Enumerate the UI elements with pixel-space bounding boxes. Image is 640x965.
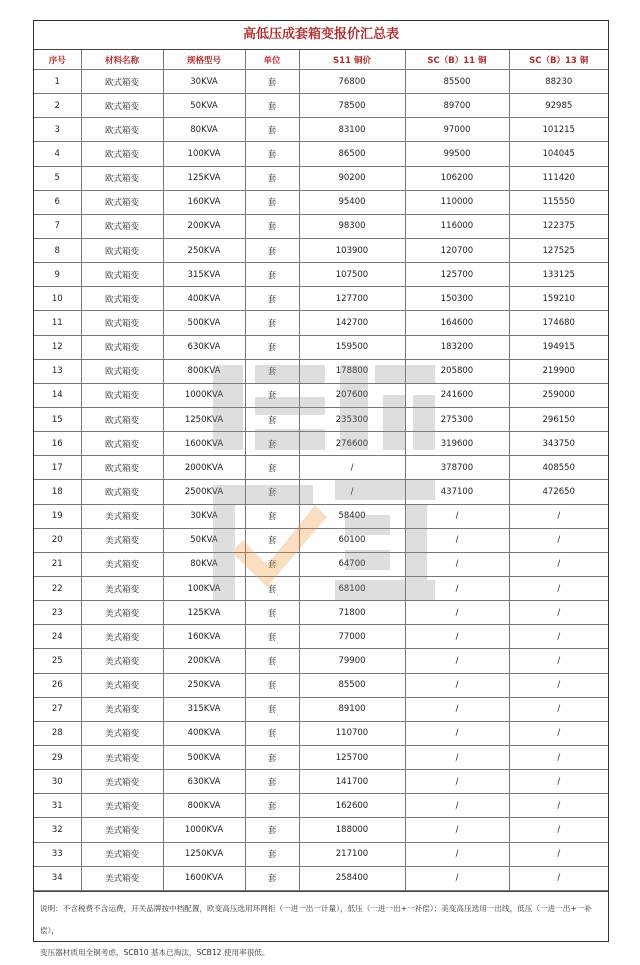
- cell-scb13-price: /: [509, 504, 608, 528]
- cell-unit: 套: [245, 866, 299, 890]
- cell-scb13-price: 133125: [509, 263, 608, 287]
- cell-scb11-price: 275300: [405, 407, 509, 431]
- table-row: [34, 625, 608, 649]
- table-row: [34, 383, 608, 407]
- table-row: [34, 842, 608, 866]
- cell-scb13-price: 259000: [509, 383, 608, 407]
- cell-scb11-price: 125700: [405, 263, 509, 287]
- cell-scb11-price: 437100: [405, 480, 509, 504]
- cell-scb11-price: 205800: [405, 359, 509, 383]
- cell-spec: 80KVA: [163, 118, 245, 142]
- cell-unit: 套: [245, 601, 299, 625]
- cell-s11-price: /: [299, 480, 405, 504]
- cell-s11-price: 64700: [299, 552, 405, 576]
- cell-index: 28: [34, 721, 81, 745]
- cell-spec: 160KVA: [163, 190, 245, 214]
- table-row: [34, 721, 608, 745]
- cell-index: 14: [34, 383, 81, 407]
- cell-index: 25: [34, 649, 81, 673]
- cell-scb11-price: /: [405, 673, 509, 697]
- cell-unit: 套: [245, 311, 299, 335]
- cell-scb11-price: /: [405, 649, 509, 673]
- cell-scb11-price: /: [405, 576, 509, 600]
- cell-index: 20: [34, 528, 81, 552]
- price-table: [34, 50, 608, 891]
- cell-material: 美式箱变: [81, 649, 163, 673]
- cell-spec: 1600KVA: [163, 866, 245, 890]
- cell-scb13-price: 88230: [509, 70, 608, 94]
- cell-scb13-price: /: [509, 649, 608, 673]
- cell-index: 21: [34, 552, 81, 576]
- cell-s11-price: 125700: [299, 745, 405, 769]
- cell-spec: 250KVA: [163, 238, 245, 262]
- cell-material: 美式箱变: [81, 770, 163, 794]
- cell-s11-price: 217100: [299, 842, 405, 866]
- table-row: [34, 866, 608, 890]
- table-row: [34, 673, 608, 697]
- table-row: [34, 335, 608, 359]
- cell-s11-price: 86500: [299, 142, 405, 166]
- cell-s11-price: 98300: [299, 214, 405, 238]
- cell-index: 4: [34, 142, 81, 166]
- cell-scb11-price: 183200: [405, 335, 509, 359]
- table-row: [34, 263, 608, 287]
- cell-index: 31: [34, 794, 81, 818]
- cell-s11-price: 76800: [299, 70, 405, 94]
- cell-scb13-price: /: [509, 794, 608, 818]
- cell-material: 欧式箱变: [81, 335, 163, 359]
- cell-scb11-price: 120700: [405, 238, 509, 262]
- cell-scb13-price: 343750: [509, 432, 608, 456]
- cell-scb11-price: /: [405, 601, 509, 625]
- cell-spec: 30KVA: [163, 504, 245, 528]
- cell-scb13-price: 115550: [509, 190, 608, 214]
- cell-material: 欧式箱变: [81, 407, 163, 431]
- cell-spec: 500KVA: [163, 745, 245, 769]
- cell-spec: 160KVA: [163, 625, 245, 649]
- table-row: [34, 770, 608, 794]
- table-row: [34, 432, 608, 456]
- cell-spec: 125KVA: [163, 601, 245, 625]
- price-table-sheet: [33, 20, 609, 957]
- cell-index: 24: [34, 625, 81, 649]
- col-header-spec: 规格型号: [163, 50, 245, 70]
- cell-scb13-price: /: [509, 818, 608, 842]
- footnote: [34, 891, 608, 964]
- cell-index: 17: [34, 456, 81, 480]
- cell-scb13-price: 92985: [509, 94, 608, 118]
- cell-unit: 套: [245, 625, 299, 649]
- cell-spec: 200KVA: [163, 649, 245, 673]
- cell-unit: 套: [245, 794, 299, 818]
- table-row: [34, 576, 608, 600]
- cell-index: 6: [34, 190, 81, 214]
- cell-spec: 630KVA: [163, 335, 245, 359]
- cell-unit: 套: [245, 335, 299, 359]
- table-row: [34, 214, 608, 238]
- cell-scb11-price: /: [405, 770, 509, 794]
- cell-material: 美式箱变: [81, 721, 163, 745]
- cell-scb13-price: 472650: [509, 480, 608, 504]
- cell-material: 美式箱变: [81, 504, 163, 528]
- cell-scb11-price: /: [405, 745, 509, 769]
- cell-s11-price: 141700: [299, 770, 405, 794]
- cell-scb11-price: /: [405, 625, 509, 649]
- cell-spec: 1000KVA: [163, 383, 245, 407]
- cell-material: 美式箱变: [81, 794, 163, 818]
- col-header-material: 材料名称: [81, 50, 163, 70]
- cell-material: 美式箱变: [81, 601, 163, 625]
- table-row: [34, 238, 608, 262]
- cell-unit: 套: [245, 94, 299, 118]
- table-row: [34, 359, 608, 383]
- cell-spec: 200KVA: [163, 214, 245, 238]
- cell-unit: 套: [245, 383, 299, 407]
- table-row: [34, 70, 608, 94]
- cell-unit: 套: [245, 359, 299, 383]
- cell-material: 美式箱变: [81, 528, 163, 552]
- cell-s11-price: 83100: [299, 118, 405, 142]
- cell-spec: 315KVA: [163, 697, 245, 721]
- cell-scb13-price: /: [509, 745, 608, 769]
- cell-scb13-price: 122375: [509, 214, 608, 238]
- cell-unit: 套: [245, 166, 299, 190]
- cell-scb11-price: /: [405, 721, 509, 745]
- cell-scb13-price: /: [509, 721, 608, 745]
- cell-unit: 套: [245, 818, 299, 842]
- cell-s11-price: 127700: [299, 287, 405, 311]
- cell-scb13-price: /: [509, 673, 608, 697]
- cell-index: 11: [34, 311, 81, 335]
- table-row: [34, 142, 608, 166]
- footnote-line-1: 说明：不含税费不含运费，开关品牌按中档配置，欧变高压选用环网柜（一进一出一计量），低压（一进一出+一补偿）；美变高压选用一出线，低压（一进一出+一补偿），: [40, 903, 592, 935]
- cell-spec: 50KVA: [163, 528, 245, 552]
- cell-index: 16: [34, 432, 81, 456]
- cell-index: 30: [34, 770, 81, 794]
- cell-index: 9: [34, 263, 81, 287]
- cell-index: 33: [34, 842, 81, 866]
- cell-index: 15: [34, 407, 81, 431]
- cell-unit: 套: [245, 552, 299, 576]
- cell-scb11-price: 241600: [405, 383, 509, 407]
- cell-spec: 100KVA: [163, 576, 245, 600]
- cell-material: 欧式箱变: [81, 359, 163, 383]
- cell-index: 13: [34, 359, 81, 383]
- cell-scb11-price: /: [405, 697, 509, 721]
- cell-scb11-price: /: [405, 866, 509, 890]
- cell-spec: 1000KVA: [163, 818, 245, 842]
- cell-index: 1: [34, 70, 81, 94]
- cell-index: 10: [34, 287, 81, 311]
- cell-index: 26: [34, 673, 81, 697]
- cell-index: 22: [34, 576, 81, 600]
- cell-spec: 80KVA: [163, 552, 245, 576]
- table-row: [34, 287, 608, 311]
- cell-material: 美式箱变: [81, 866, 163, 890]
- cell-unit: 套: [245, 70, 299, 94]
- cell-material: 欧式箱变: [81, 287, 163, 311]
- cell-scb11-price: 97000: [405, 118, 509, 142]
- cell-material: 欧式箱变: [81, 480, 163, 504]
- cell-spec: 500KVA: [163, 311, 245, 335]
- page-title: 高低压成套箱变报价汇总表: [34, 21, 608, 50]
- cell-index: 29: [34, 745, 81, 769]
- cell-s11-price: 258400: [299, 866, 405, 890]
- cell-spec: 2500KVA: [163, 480, 245, 504]
- cell-material: 欧式箱变: [81, 94, 163, 118]
- cell-unit: 套: [245, 842, 299, 866]
- cell-scb11-price: /: [405, 794, 509, 818]
- cell-s11-price: 103900: [299, 238, 405, 262]
- cell-unit: 套: [245, 721, 299, 745]
- cell-material: 美式箱变: [81, 842, 163, 866]
- table-row: [34, 528, 608, 552]
- cell-scb11-price: /: [405, 552, 509, 576]
- cell-s11-price: 142700: [299, 311, 405, 335]
- cell-s11-price: 79900: [299, 649, 405, 673]
- cell-scb13-price: /: [509, 528, 608, 552]
- cell-scb11-price: /: [405, 504, 509, 528]
- cell-scb11-price: 319600: [405, 432, 509, 456]
- cell-material: 欧式箱变: [81, 118, 163, 142]
- cell-index: 12: [34, 335, 81, 359]
- table-header-row: [34, 50, 608, 70]
- cell-s11-price: 71800: [299, 601, 405, 625]
- cell-scb13-price: /: [509, 866, 608, 890]
- cell-spec: 400KVA: [163, 721, 245, 745]
- cell-unit: 套: [245, 770, 299, 794]
- cell-s11-price: 188000: [299, 818, 405, 842]
- cell-unit: 套: [245, 480, 299, 504]
- cell-spec: 100KVA: [163, 142, 245, 166]
- table-row: [34, 794, 608, 818]
- cell-material: 欧式箱变: [81, 190, 163, 214]
- cell-unit: 套: [245, 142, 299, 166]
- cell-scb11-price: 110000: [405, 190, 509, 214]
- cell-index: 32: [34, 818, 81, 842]
- cell-index: 23: [34, 601, 81, 625]
- cell-material: 欧式箱变: [81, 142, 163, 166]
- cell-spec: 30KVA: [163, 70, 245, 94]
- cell-scb11-price: /: [405, 528, 509, 552]
- cell-scb11-price: 106200: [405, 166, 509, 190]
- cell-index: 18: [34, 480, 81, 504]
- cell-index: 19: [34, 504, 81, 528]
- cell-scb11-price: 89700: [405, 94, 509, 118]
- cell-scb13-price: 219900: [509, 359, 608, 383]
- cell-unit: 套: [245, 528, 299, 552]
- cell-index: 3: [34, 118, 81, 142]
- cell-scb13-price: 159210: [509, 287, 608, 311]
- cell-s11-price: 77000: [299, 625, 405, 649]
- cell-scb11-price: 99500: [405, 142, 509, 166]
- cell-scb13-price: 127525: [509, 238, 608, 262]
- cell-spec: 1600KVA: [163, 432, 245, 456]
- cell-s11-price: 235300: [299, 407, 405, 431]
- cell-material: 美式箱变: [81, 745, 163, 769]
- cell-material: 欧式箱变: [81, 70, 163, 94]
- table-row: [34, 745, 608, 769]
- cell-scb13-price: /: [509, 697, 608, 721]
- table-row: [34, 190, 608, 214]
- cell-unit: 套: [245, 287, 299, 311]
- cell-scb11-price: 85500: [405, 70, 509, 94]
- cell-material: 欧式箱变: [81, 383, 163, 407]
- cell-scb13-price: /: [509, 842, 608, 866]
- table-row: [34, 311, 608, 335]
- cell-unit: 套: [245, 504, 299, 528]
- cell-s11-price: 110700: [299, 721, 405, 745]
- cell-material: 美式箱变: [81, 552, 163, 576]
- cell-scb11-price: 116000: [405, 214, 509, 238]
- table-row: [34, 407, 608, 431]
- cell-scb11-price: 150300: [405, 287, 509, 311]
- cell-spec: 1250KVA: [163, 842, 245, 866]
- cell-s11-price: 60100: [299, 528, 405, 552]
- cell-spec: 2000KVA: [163, 456, 245, 480]
- table-row: [34, 601, 608, 625]
- cell-scb13-price: 194915: [509, 335, 608, 359]
- cell-unit: 套: [245, 697, 299, 721]
- cell-spec: 800KVA: [163, 359, 245, 383]
- cell-s11-price: 276600: [299, 432, 405, 456]
- cell-material: 美式箱变: [81, 576, 163, 600]
- col-header-scb13: SC（B）13 铜: [509, 50, 608, 70]
- cell-scb13-price: 101215: [509, 118, 608, 142]
- table-row: [34, 697, 608, 721]
- col-header-unit: 单位: [245, 50, 299, 70]
- table-row: [34, 94, 608, 118]
- cell-unit: 套: [245, 456, 299, 480]
- cell-unit: 套: [245, 576, 299, 600]
- table-row: [34, 818, 608, 842]
- cell-spec: 50KVA: [163, 94, 245, 118]
- cell-s11-price: 85500: [299, 673, 405, 697]
- cell-index: 27: [34, 697, 81, 721]
- cell-s11-price: 89100: [299, 697, 405, 721]
- cell-unit: 套: [245, 649, 299, 673]
- cell-s11-price: 95400: [299, 190, 405, 214]
- cell-s11-price: 78500: [299, 94, 405, 118]
- table-row: [34, 118, 608, 142]
- cell-scb13-price: 174680: [509, 311, 608, 335]
- cell-unit: 套: [245, 190, 299, 214]
- col-header-scb11: SC（B）11 铜: [405, 50, 509, 70]
- cell-spec: 800KVA: [163, 794, 245, 818]
- cell-index: 8: [34, 238, 81, 262]
- cell-spec: 125KVA: [163, 166, 245, 190]
- footnote-line-2: 变压器材质用全铜考虑，SCB10 基本已淘汰，SCB12 使用率很低。: [40, 947, 270, 957]
- cell-material: 美式箱变: [81, 818, 163, 842]
- cell-s11-price: /: [299, 456, 405, 480]
- table-row: [34, 504, 608, 528]
- cell-material: 欧式箱变: [81, 311, 163, 335]
- cell-unit: 套: [245, 745, 299, 769]
- cell-scb11-price: /: [405, 818, 509, 842]
- cell-scb13-price: /: [509, 770, 608, 794]
- cell-index: 7: [34, 214, 81, 238]
- cell-spec: 315KVA: [163, 263, 245, 287]
- cell-material: 欧式箱变: [81, 263, 163, 287]
- cell-s11-price: 178800: [299, 359, 405, 383]
- cell-scb13-price: /: [509, 625, 608, 649]
- cell-scb13-price: 296150: [509, 407, 608, 431]
- cell-unit: 套: [245, 214, 299, 238]
- cell-spec: 1250KVA: [163, 407, 245, 431]
- cell-spec: 250KVA: [163, 673, 245, 697]
- table-row: [34, 649, 608, 673]
- cell-unit: 套: [245, 407, 299, 431]
- table-row: [34, 480, 608, 504]
- cell-scb11-price: /: [405, 842, 509, 866]
- cell-material: 美式箱变: [81, 697, 163, 721]
- table-row: [34, 456, 608, 480]
- cell-scb13-price: 408550: [509, 456, 608, 480]
- table-body: [34, 70, 608, 891]
- cell-material: 美式箱变: [81, 673, 163, 697]
- cell-material: 欧式箱变: [81, 432, 163, 456]
- cell-unit: 套: [245, 118, 299, 142]
- col-header-s11: S11 铜价: [299, 50, 405, 70]
- table-row: [34, 552, 608, 576]
- cell-s11-price: 159500: [299, 335, 405, 359]
- cell-scb13-price: 104045: [509, 142, 608, 166]
- cell-material: 美式箱变: [81, 625, 163, 649]
- table-row: [34, 166, 608, 190]
- cell-scb11-price: 378700: [405, 456, 509, 480]
- cell-unit: 套: [245, 673, 299, 697]
- cell-spec: 630KVA: [163, 770, 245, 794]
- cell-index: 34: [34, 866, 81, 890]
- cell-s11-price: 90200: [299, 166, 405, 190]
- cell-index: 2: [34, 94, 81, 118]
- col-header-index: 序号: [34, 50, 81, 70]
- cell-s11-price: 68100: [299, 576, 405, 600]
- cell-scb11-price: 164600: [405, 311, 509, 335]
- cell-unit: 套: [245, 263, 299, 287]
- cell-unit: 套: [245, 432, 299, 456]
- cell-material: 欧式箱变: [81, 238, 163, 262]
- cell-material: 欧式箱变: [81, 214, 163, 238]
- cell-scb13-price: /: [509, 576, 608, 600]
- cell-s11-price: 58400: [299, 504, 405, 528]
- cell-s11-price: 207600: [299, 383, 405, 407]
- cell-material: 欧式箱变: [81, 456, 163, 480]
- cell-s11-price: 162600: [299, 794, 405, 818]
- cell-scb13-price: /: [509, 552, 608, 576]
- cell-spec: 400KVA: [163, 287, 245, 311]
- cell-material: 欧式箱变: [81, 166, 163, 190]
- cell-unit: 套: [245, 238, 299, 262]
- cell-index: 5: [34, 166, 81, 190]
- cell-scb13-price: /: [509, 601, 608, 625]
- cell-s11-price: 107500: [299, 263, 405, 287]
- cell-scb13-price: 111420: [509, 166, 608, 190]
